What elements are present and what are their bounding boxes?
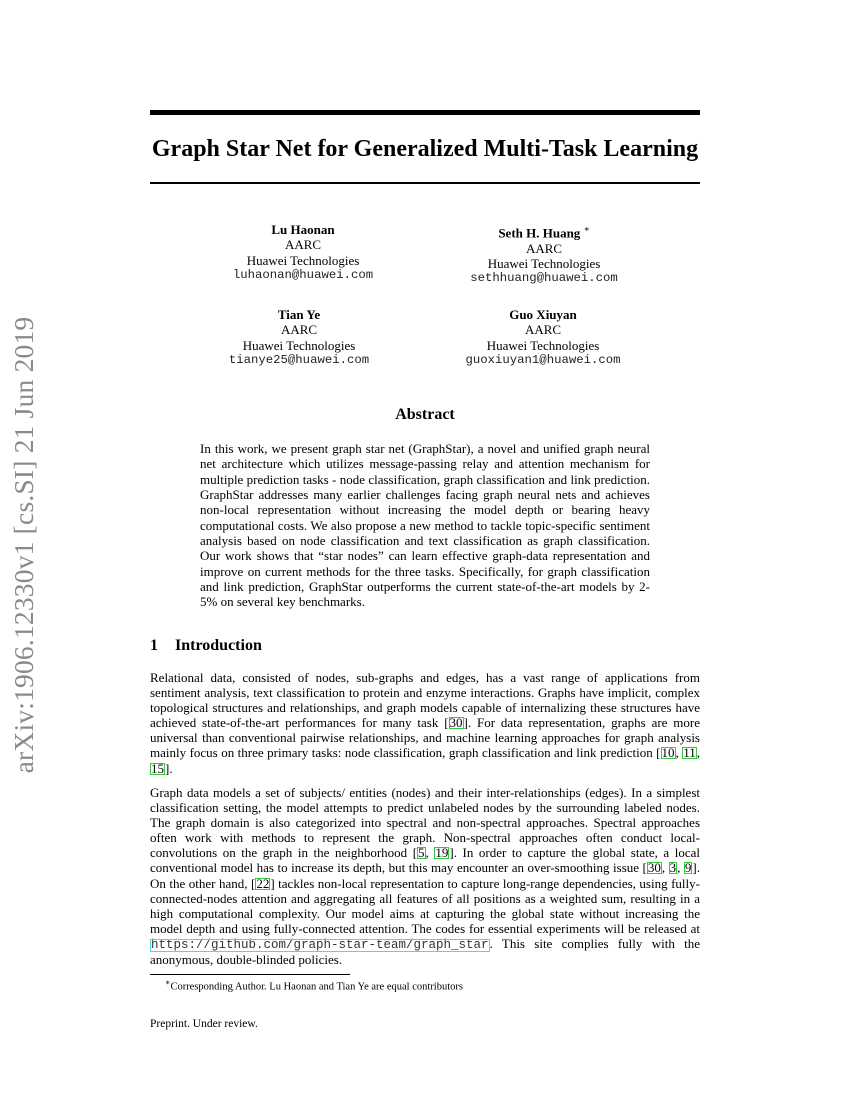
title-rule-top xyxy=(150,110,700,115)
code-repository-link[interactable]: https://github.com/graph-star-team/graph_star xyxy=(151,937,489,952)
author-block-1 xyxy=(183,222,423,283)
citation-link[interactable]: 11 xyxy=(683,745,696,761)
citation-link[interactable]: 22 xyxy=(256,875,270,891)
citation-link[interactable]: 30 xyxy=(449,715,463,731)
paragraph-text: ]. xyxy=(165,760,173,776)
author-name: Guo Xiuyan xyxy=(509,307,577,322)
section-title: Introduction xyxy=(175,637,262,654)
section-number: 1 xyxy=(150,637,158,654)
paper-title: Graph Star Net for Generalized Multi-Task Learning xyxy=(151,136,699,162)
abstract-heading: Abstract xyxy=(395,406,455,423)
paragraph-text: ]. In order to capture the global state, a local conventional model has to increase its depth, but this may encounter an over-smoothing issue [ xyxy=(150,845,701,876)
author-name: Seth H. Huang xyxy=(498,225,581,241)
intro-paragraph-1: Relational data, consisted of nodes, sub-graphs and edges, has a vast range of applications from sentiment analysis, text classification to protein and enzyme interactions. Graphs have implicit, complex topological structures and relationships, and graph models capable of internalizing these structures have achieved state-of-the-art performances for many task [30]. For data representation, graphs are more universal than conventional pairwise relationships, and machine learning approaches for graph analysis mainly focus on three primary tasks: node classification, graph classification and link prediction [10, 11, 15]. xyxy=(150,670,701,776)
author-name: Tian Ye xyxy=(277,307,321,322)
citation-link[interactable]: 19 xyxy=(435,845,449,861)
paragraph-text: . For data representation, graphs are more universal than conventional pairwise relationships, and machine learning approaches for graph analysis mainly focus on three primary tasks: node classification, graph classification and link prediction [ xyxy=(150,715,700,761)
author-affiliation: AARC xyxy=(280,322,318,338)
author-email: guoxiuyan1@huawei.com xyxy=(465,352,621,367)
author-organization: Huawei Technologies xyxy=(246,252,360,268)
title-rule-bottom xyxy=(150,182,700,184)
citation-link[interactable]: 3 xyxy=(669,860,677,876)
arxiv-identifier: arXiv:1906.12330v1 [cs.SI] 21 Jun 2019 xyxy=(8,316,39,774)
author-affiliation: AARC xyxy=(524,322,562,338)
section-heading-introduction xyxy=(150,636,262,656)
citation-link[interactable]: 15 xyxy=(151,760,164,776)
preprint-notice: Preprint. Under review. xyxy=(150,1018,258,1030)
author-email: luhaonan@huawei.com xyxy=(232,267,374,282)
footnote-text: Corresponding Author. Lu Haonan and Tian Ye are equal contributors xyxy=(170,981,463,993)
author-block-4 xyxy=(423,307,663,368)
author-block-3 xyxy=(179,307,419,368)
author-email: tianye25@huawei.com xyxy=(228,352,370,367)
author-name: Lu Haonan xyxy=(271,222,335,237)
author-email: sethhuang@huawei.com xyxy=(470,271,618,286)
author-affiliation: AARC xyxy=(284,237,322,253)
abstract-body: In this work, we present graph star net (GraphStar), a novel and unified graph neural net architecture which utilizes message-passing relay and attention mechanism for multiple prediction tasks - node classification, graph classification and link prediction. GraphStar addresses many earlier challenges facing graph neural nets and achieves non-local representation without increasing the model depth or bearing heavy computational costs. We also propose a new method to tackle topic-specific sentiment analysis based on node classification and text classification as graph classification. Our work shows that “star nodes” can learn effective graph-data representation and improve on current methods for the three tasks. Specifically, for graph classification and link prediction, GraphStar outperforms the current state-of-the-art models by 2-5% on several key benchmarks. xyxy=(200,441,650,610)
author-organization: Huawei Technologies xyxy=(486,337,600,353)
paragraph-text: ]. On the other hand, [ xyxy=(150,860,701,891)
citation-link[interactable]: 9 xyxy=(684,860,692,876)
paragraph-text: Graph data models a set of subjects/ entities (nodes) and their inter-relationships (edges). In a simplest classification setting, the model attempts to predict unlabeled nodes by the surrounding labeled nodes. The graph domain is also categorized into spectral and non-spectral approaches. Spectral approaches often work with methods to represent the graph. Non-spectral approaches often conduct local-convolutions on the graph in the neighborhood [ xyxy=(150,785,700,861)
corresponding-author-mark: ∗ xyxy=(583,224,590,234)
author-organization: Huawei Technologies xyxy=(487,255,601,271)
footnote-mark: ∗ xyxy=(165,978,171,987)
footnote xyxy=(165,976,463,995)
intro-paragraph-2: Graph data models a set of subjects/ entities (nodes) and their inter-relationships (edges). In a simplest classification setting, the model attempts to predict unlabeled nodes by the surrounding labeled nodes. The graph domain is also categorized into spectral and non-spectral approaches. Spectral approaches often work with methods to represent the graph. Non-spectral approaches often conduct local-convolutions on the graph in the neighborhood [5, 19]. In order to capture the global state, a local conventional model has to increase its depth, but this may encounter an over-smoothing issue [30, 3, 9]. On the other hand, [22] tackles non-local representation to capture long-range dependencies, using fully-connected-nodes attention and aggregating all features of all positions as a weighted sum, resulting in a high computational complexity. Our model aims at capturing the global state without increasing the model depth and using fully-connected attention. The codes for essential experiments will be released at https://github.com/graph-star-team/graph_star. This site complies fully with the anonymous, double-blinded policies. xyxy=(150,785,701,967)
footnote-rule xyxy=(150,974,350,975)
citation-link[interactable]: 10 xyxy=(661,745,675,761)
paragraph-text: Relational data, consisted of nodes, sub-graphs and edges, has a vast range of applications from sentiment analysis, text classification to protein and enzyme interactions. Graphs have implicit, complex topological structures and relationships, and graph models capable of internalizing these structures have achieved state-of-the-art performances for many task xyxy=(150,670,700,731)
author-affiliation: AARC xyxy=(525,240,563,256)
author-block-2 xyxy=(424,222,664,287)
citation-link[interactable]: 5 xyxy=(418,845,425,861)
paragraph-text: ] tackles non-local representation to capture long-range dependencies, using fully-connected-nodes attention and aggregating all features of all positions as a weighted sum, resulting in a high computational complexity. Our model aims at capturing the global state without increasing the model depth and using fully-connected attention. The codes for essential experiments will be released at xyxy=(150,875,700,936)
author-organization: Huawei Technologies xyxy=(242,337,356,353)
citation-link[interactable]: 30 xyxy=(647,860,661,876)
paragraph-text: . This site complies fully with the anonymous, double-blinded policies. xyxy=(150,935,700,967)
